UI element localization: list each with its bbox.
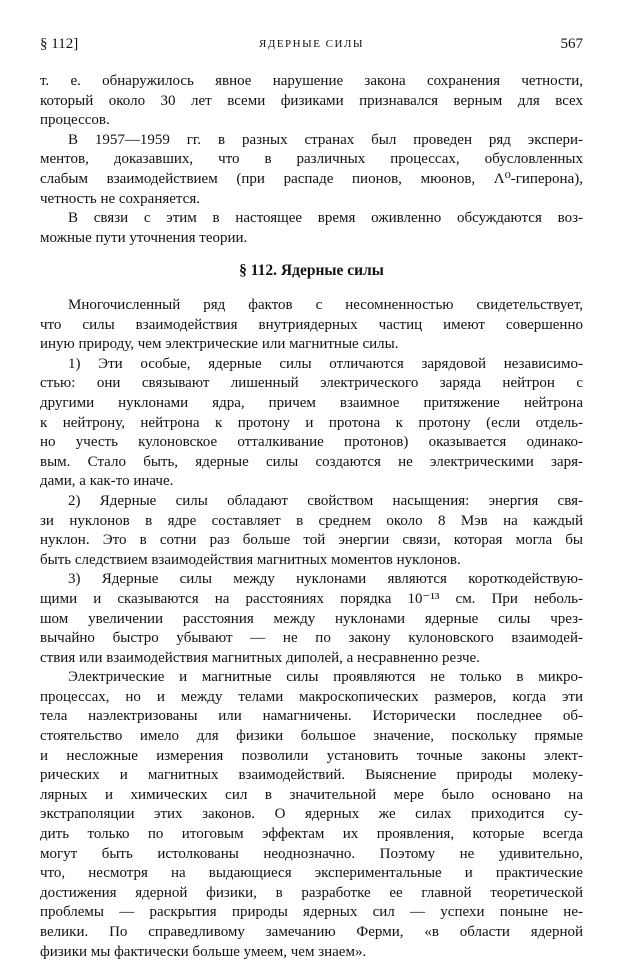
paragraph [40,131,583,209]
paragraph [40,296,583,355]
text-line: иную природу, чем электрические или магнитные силы. [40,336,399,353]
text-line: т. е. обнаружилось явное нарушение закона сохранения четности, [40,73,583,89]
main-text-block [40,296,583,962]
paragraph [40,570,583,668]
text-line: дить только по итоговым эффектам их проявления, которые всегда [40,826,583,843]
text-line: стью: они связывают лишенный электрического заряда нейтрон с [40,375,583,392]
text-line: ствия или взаимодействия магнитных диполей, а несравненно резче. [40,649,480,666]
text-line: достижения ядерной физики, в разработке ее главной теоретической [40,884,583,901]
text-line: процессах, но и между телами макроскопических размеров, когда эти [40,688,583,705]
text-line: что, несмотря на выдающиеся экспериментальные и практические [40,865,583,882]
paragraph [40,72,583,131]
text-line: что силы взаимодействия внутриядерных частиц имеют совершенно [40,316,583,333]
text-line: другими нуклонами ядра, причем взаимное притяжение нейтрона [40,394,583,411]
text-line: быть следствием взаимодействия магнитных моментов нуклонов. [40,551,461,568]
text-line: щими и сказываются на расстояниях порядка 10⁻¹³ см. При неболь- [40,590,583,607]
text-line: тела наэлектризованы или намагничены. Исторически последнее об- [40,708,583,725]
text-line: можные пути уточнения теории. [40,229,248,246]
text-line: стоятельство имело для физики большое значение, поскольку прямые [40,728,583,745]
text-line: дами, а как-то иначе. [40,473,174,490]
text-line: четность не сохраняется. [40,190,200,207]
text-line: экстраполяции этих законов. О ядерных же силах приходится су- [40,806,583,823]
text-line: который около 30 лет всеми физиками признавался верным для всех [40,92,583,109]
text-line: 2) Ядерные силы обладают свойством насыщения: энергия свя- [68,492,583,509]
text-line: нуклон. Это в сотни раз больше той энергии связи, которая могла бы [40,532,583,549]
text-line: вычайно быстро убывают — не по закону кулоновского взаимодей- [40,630,583,647]
text-line: лярных и химических сил в значительной мере было основано на [40,786,583,803]
paragraph [40,209,583,248]
text-line: процессов. [40,112,110,129]
text-line: Многочисленный ряд фактов с несомненностью свидетельствует, [68,297,583,313]
header-running-title: ЯДЕРНЫЕ СИЛЫ [258,38,365,50]
header-section-ref: § 112] [40,36,79,52]
text-line: рических и магнитных взаимодействий. Выяснение природы молеку- [40,767,583,784]
page-number: 567 [560,36,583,52]
text-line: 3) Ядерные силы между нуклонами являются короткодействую- [68,571,583,588]
text-line: 1) Эти особые, ядерные силы отличаются зарядовой независимо- [68,355,583,372]
paragraph [40,492,583,570]
text-line: В связи с этим в настоящее время оживленно обсуждаются воз- [68,210,583,227]
text-line: могут быть истолкованы неоднозначно. Поэтому не удивительно, [40,845,583,862]
text-line: шом увеличении расстояния между нуклонами ядерные силы чрез- [40,610,583,627]
running-header [40,36,583,60]
text-line: к нейтрону, нейтрона к протону и протона к протону (если отдель- [40,414,583,431]
top-text-block [40,72,583,248]
text-line: ментов, доказавших, что в различных процессах, обусловленных [40,151,583,168]
text-line: зи нуклонов в ядре составляет в среднем около 8 Мэв на каждый [40,512,583,529]
text-line: физики мы фактически больше умеем, чем знаем». [40,943,367,960]
text-line: слабым взаимодействием (при распаде пионов, мюонов, Λ⁰-гиперона), [40,170,583,187]
section-title: § 112. Ядерные силы [239,262,384,279]
text-line: Электрические и магнитные силы проявляются не только в микро- [68,669,583,686]
text-line: но учесть кулоновское отталкивание протонов) оказывается одинако- [40,434,583,451]
text-line: В 1957—1959 гг. в разных странах был проведен ряд экспери- [68,131,583,148]
text-line: велики. По справедливому замечанию Ферми, «в области ядерной [40,924,583,940]
text-line: и несложные измерения позволили установить точные законы элект- [40,747,583,764]
paragraph [40,668,583,962]
text-line: вым. Стало быть, ядерные силы создаются не электрическими заря- [40,453,583,470]
paragraph [40,355,583,492]
text-line: проблемы — раскрытия природы ядерных сил — успехи поныне не- [40,904,583,921]
